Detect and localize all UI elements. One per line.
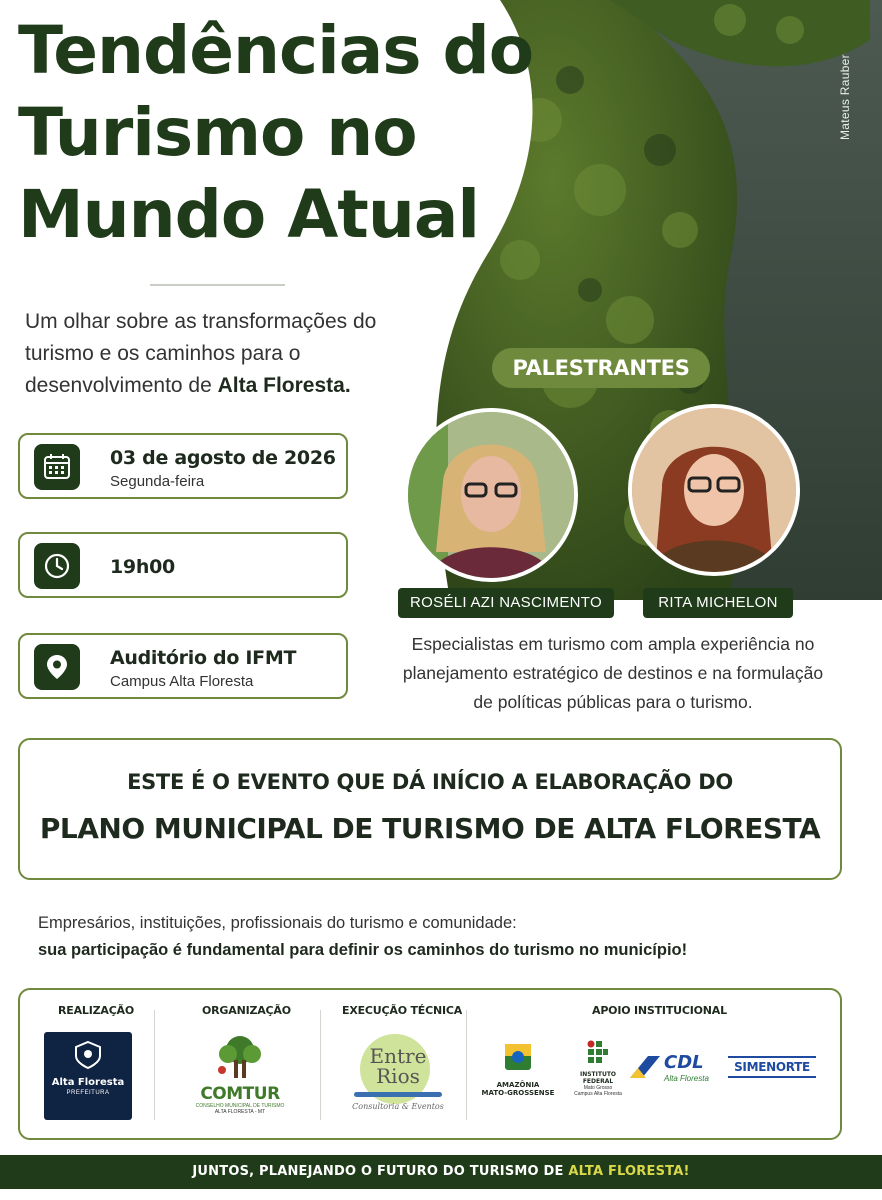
call-line-1: Empresários, instituições, profissionais do turismo e comunidade:: [38, 914, 517, 932]
highlight-line-2: PLANO MUNICIPAL DE TURISMO DE ALTA FLORESTA: [39, 812, 821, 845]
title-divider: [150, 284, 285, 286]
footer-highlight: ALTA FLORESTA!: [568, 1164, 690, 1179]
organizacao-label: ORGANIZAÇÃO: [202, 1004, 291, 1017]
intro-text: [25, 306, 425, 402]
cdl-logo-sub: Alta Floresta: [664, 1074, 709, 1083]
cdl-logo-text: CDL: [664, 1052, 704, 1073]
title-line-3: Mundo Atual: [18, 176, 479, 253]
comtur-logo-sub: CONSELHO MUNICIPAL DE TURISMO: [195, 1103, 285, 1109]
date-box: [18, 433, 348, 499]
event-time: 19h00: [110, 556, 175, 578]
realizacao-label: REALIZAÇÃO: [58, 1004, 135, 1017]
event-venue: Auditório do IFMT: [110, 647, 297, 669]
divider: [154, 1010, 155, 1120]
entre-rios-logo-sub: Consultoria & Eventos: [352, 1102, 444, 1111]
divider: [320, 1010, 321, 1120]
time-box: [18, 532, 348, 598]
comtur-logo-sub2: ALTA FLORESTA - MT: [214, 1109, 266, 1115]
alta-floresta-logo-text: Alta Floresta: [51, 1077, 125, 1088]
amazonia-logo-sub: MATO-GROSSENSE: [481, 1089, 555, 1097]
speakers-bio: Especialistas em turismo com ampla experiência no planejamento estratégico de destinos e na formulação de políticas públicas para o turismo.: [402, 634, 824, 712]
calendar-icon: [34, 444, 80, 490]
amazonia-emblem-icon: [503, 1042, 533, 1072]
simenorte-logo: [728, 1056, 816, 1084]
clock-icon: [34, 543, 80, 589]
river-stripe: [354, 1092, 442, 1097]
title-line-2: Turismo no: [18, 94, 417, 171]
tree-icon: [210, 1034, 270, 1080]
highlight-line-1: ESTE É O EVENTO QUE DÁ INÍCIO A ELABORAÇÃO DO: [127, 770, 733, 794]
highlight-box: [18, 738, 842, 880]
footer-text: JUNTOS, PLANEJANDO O FUTURO DO TURISMO DE: [192, 1164, 569, 1179]
simenorte-line: [728, 1076, 816, 1078]
photo-credit: Mateus Rauber: [838, 54, 852, 140]
ifmt-logo: [568, 1040, 628, 1120]
crest-icon: [73, 1040, 103, 1070]
amazonia-logo-text: AMAZÔNIA: [496, 1081, 540, 1089]
ifmt-logo-sub: Mato Grosso: [583, 1085, 613, 1091]
call-to-action: [38, 910, 858, 964]
prefeitura-logo-sub: PREFEITURA: [66, 1090, 110, 1096]
speaker-2-photo: [628, 404, 800, 576]
speaker-1-name: ROSÉLI AZI NASCIMENTO: [398, 588, 614, 618]
footer-banner: [0, 1155, 882, 1189]
comtur-logo: [190, 1034, 290, 1124]
cdl-logo: [628, 1052, 720, 1092]
entre-rios-logo: [348, 1032, 448, 1124]
event-title: [18, 10, 538, 256]
entre-rios-logo-text-2: Rios: [376, 1064, 420, 1088]
event-weekday: Segunda-feira: [110, 473, 205, 490]
ifmt-grid-icon: [587, 1040, 609, 1066]
event-campus: Campus Alta Floresta: [110, 673, 254, 690]
divider: [466, 1010, 467, 1120]
title-line-1: Tendências do: [18, 12, 534, 89]
amazonia-logo: [478, 1042, 558, 1112]
speaker-1-photo: [404, 408, 578, 582]
intro-bold: Alta Floresta.: [217, 374, 351, 397]
entre-rios-logo-text-1: Entre: [369, 1044, 427, 1068]
cdl-emblem-icon: [628, 1054, 662, 1080]
execucao-label: EXECUÇÃO TÉCNICA: [342, 1004, 463, 1017]
speakers-heading: PALESTRANTES: [492, 348, 710, 388]
location-pin-icon: [34, 644, 80, 690]
simenorte-logo-text: SIMENORTE: [734, 1060, 810, 1074]
comtur-logo-text: COMTUR: [200, 1084, 280, 1104]
apoio-label: APOIO INSTITUCIONAL: [592, 1004, 727, 1017]
partners-box: [18, 988, 842, 1140]
intro-body: Um olhar sobre as transformações do turismo e os caminhos para o desenvolvimento de: [25, 310, 377, 397]
call-line-2: sua participação é fundamental para definir os caminhos do turismo no município!: [38, 941, 688, 959]
location-box: [18, 633, 348, 699]
ifmt-logo-text: INSTITUTO FEDERAL: [579, 1071, 617, 1085]
event-date: 03 de agosto de 2026: [110, 447, 336, 469]
prefeitura-alta-floresta-logo: [44, 1032, 132, 1120]
ifmt-logo-sub2: Campus Alta Floresta: [574, 1091, 622, 1097]
speaker-2-name: RITA MICHELON: [643, 588, 793, 618]
